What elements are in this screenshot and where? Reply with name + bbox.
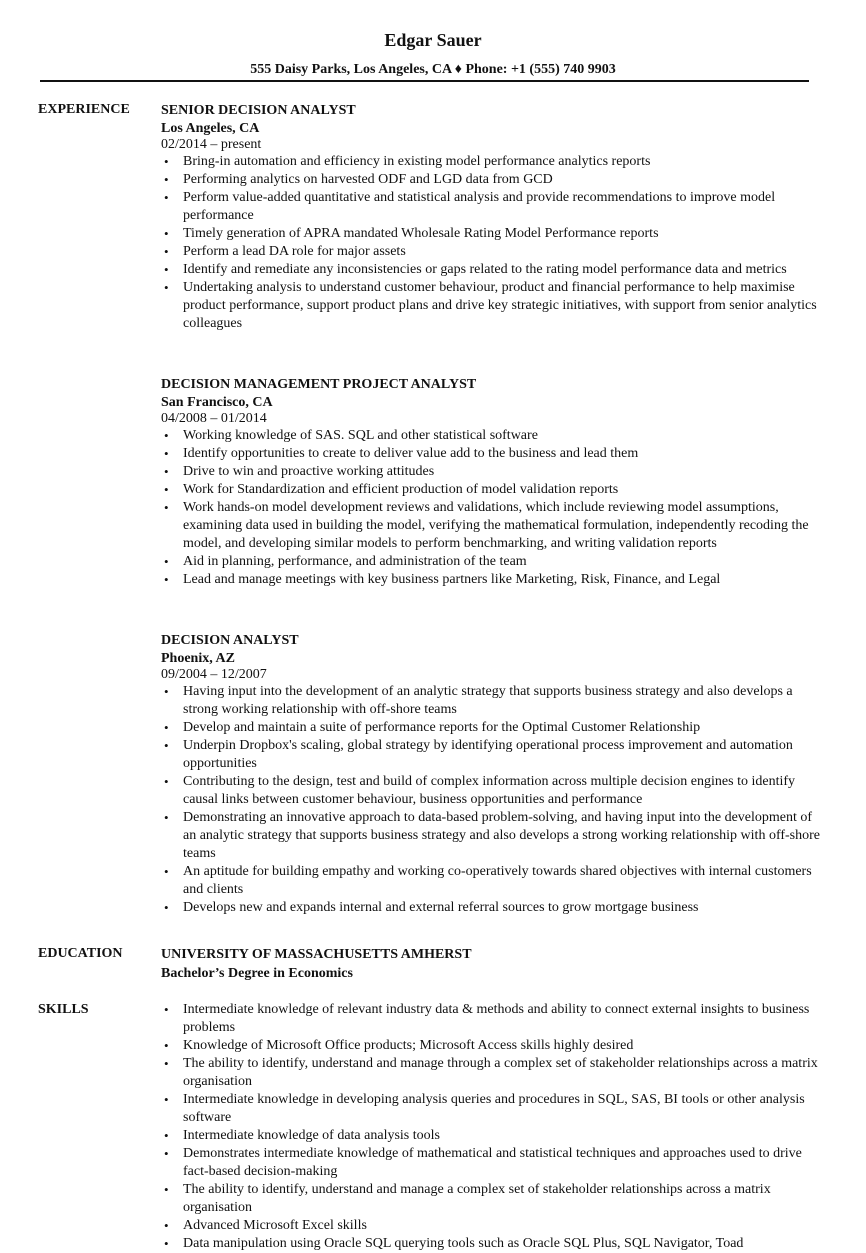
list-item: • An aptitude for building empathy and working co-operatively towards shared objectives with internal customers and clients: [161, 863, 821, 899]
list-item: • Undertaking analysis to understand customer behaviour, product and financial performance to help maximise product performance, support product plans and drive key strategic initiatives, with support from senior analytics colleagues: [161, 279, 821, 333]
list-item: • Identify opportunities to create to deliver value add to the business and lead them: [161, 445, 821, 463]
list-item: • Demonstrating an innovative approach to data-based problem-solving, and having input into the development of an analytic strategy that supports business strategy and also develops a strong working relationship with off-shore teams: [161, 809, 821, 863]
job-title: SENIOR DECISION ANALYST: [161, 103, 356, 118]
list-item: • Having input into the development of an analytic strategy that supports business strategy and also develops a strong working relationship with off-shore teams: [161, 683, 821, 719]
section-label-education: EDUCATION: [38, 946, 123, 961]
job-title: DECISION MANAGEMENT PROJECT ANALYST: [161, 377, 477, 392]
job-bullets: [161, 683, 821, 917]
job-entry-2: [161, 376, 821, 589]
list-item: • Advanced Microsoft Excel skills: [161, 1217, 821, 1235]
list-item: • Demonstrates intermediate knowledge of mathematical and statistical techniques and approaches used to drive fact-based decision-making: [161, 1145, 821, 1181]
list-item: • The ability to identify, understand and manage through a complex set of stakeholder relationships across a matrix organisation: [161, 1055, 821, 1091]
education-entry: [161, 946, 821, 984]
list-item: • Develops new and expands internal and external referral sources to grow mortgage business: [161, 899, 821, 917]
job-location: Phoenix, AZ: [161, 651, 235, 666]
list-item: • Work for Standardization and efficient production of model validation reports: [161, 481, 821, 499]
job-title: DECISION ANALYST: [161, 633, 299, 648]
job-location: Los Angeles, CA: [161, 121, 260, 136]
list-item: • Knowledge of Microsoft Office products; Microsoft Access skills highly desired: [161, 1037, 821, 1055]
list-item: • Intermediate knowledge of data analysis tools: [161, 1127, 821, 1145]
list-item: • Intermediate knowledge of relevant industry data & methods and ability to connect external insights to business problems: [161, 1001, 821, 1037]
list-item: • Working knowledge of SAS. SQL and other statistical software: [161, 427, 821, 445]
section-label-skills: SKILLS: [38, 1002, 89, 1017]
list-item: • Underpin Dropbox's scaling, global strategy by identifying operational process improvement and automation opportunities: [161, 737, 821, 773]
list-item: • Timely generation of APRA mandated Wholesale Rating Model Performance reports: [161, 225, 821, 243]
list-item: • Lead and manage meetings with key business partners like Marketing, Risk, Finance, and Legal: [161, 571, 821, 589]
header-divider: [40, 80, 809, 82]
school-name: UNIVERSITY OF MASSACHUSETTS AMHERST: [161, 947, 472, 962]
job-dates: 04/2008 – 01/2014: [161, 411, 267, 426]
skills-entry: [161, 1001, 821, 1253]
job-entry-3: [161, 632, 821, 917]
list-item: • Drive to win and proactive working attitudes: [161, 463, 821, 481]
list-item: • Contributing to the design, test and build of complex information across multiple decision engines to identify causal links between customer behaviour, business opportunities and performance: [161, 773, 821, 809]
skills-list: [161, 1001, 821, 1253]
list-item: • Perform value-added quantitative and statistical analysis and provide recommendations to improve model performance: [161, 189, 821, 225]
job-entry-1: [161, 102, 821, 333]
candidate-name: Edgar Sauer: [384, 30, 482, 50]
list-item: • Develop and maintain a suite of performance reports for the Optimal Customer Relationship: [161, 719, 821, 737]
list-item: • Intermediate knowledge in developing analysis queries and procedures in SQL, SAS, BI tools or other analysis software: [161, 1091, 821, 1127]
list-item: • Performing analytics on harvested ODF and LGD data from GCD: [161, 171, 821, 189]
job-dates: 09/2004 – 12/2007: [161, 667, 267, 682]
list-item: • Identify and remediate any inconsistencies or gaps related to the rating model performance data and metrics: [161, 261, 821, 279]
list-item: • Aid in planning, performance, and administration of the team: [161, 553, 821, 571]
job-dates: 02/2014 – present: [161, 137, 262, 152]
list-item: • Perform a lead DA role for major assets: [161, 243, 821, 261]
contact-line: 555 Daisy Parks, Los Angeles, CA ♦ Phone: +1 (555) 740 9903: [250, 62, 616, 77]
job-location: San Francisco, CA: [161, 395, 273, 410]
list-item: • The ability to identify, understand and manage a complex set of stakeholder relationships across a matrix organisation: [161, 1181, 821, 1217]
section-label-experience: EXPERIENCE: [38, 102, 130, 117]
job-bullets: [161, 153, 821, 333]
list-item: • Work hands-on model development reviews and validations, which include reviewing model assumptions, examining data used in building the model, verifying the mathematical formulation, independently recoding the model, and developing similar models to perform benchmarking, and writing validation reports: [161, 499, 821, 553]
degree: Bachelor’s Degree in Economics: [161, 966, 353, 981]
list-item: • Data manipulation using Oracle SQL querying tools such as Oracle SQL Plus, SQL Navigator, Toad: [161, 1235, 821, 1253]
list-item: • Bring-in automation and efficiency in existing model performance analytics reports: [161, 153, 821, 171]
job-bullets: [161, 427, 821, 589]
